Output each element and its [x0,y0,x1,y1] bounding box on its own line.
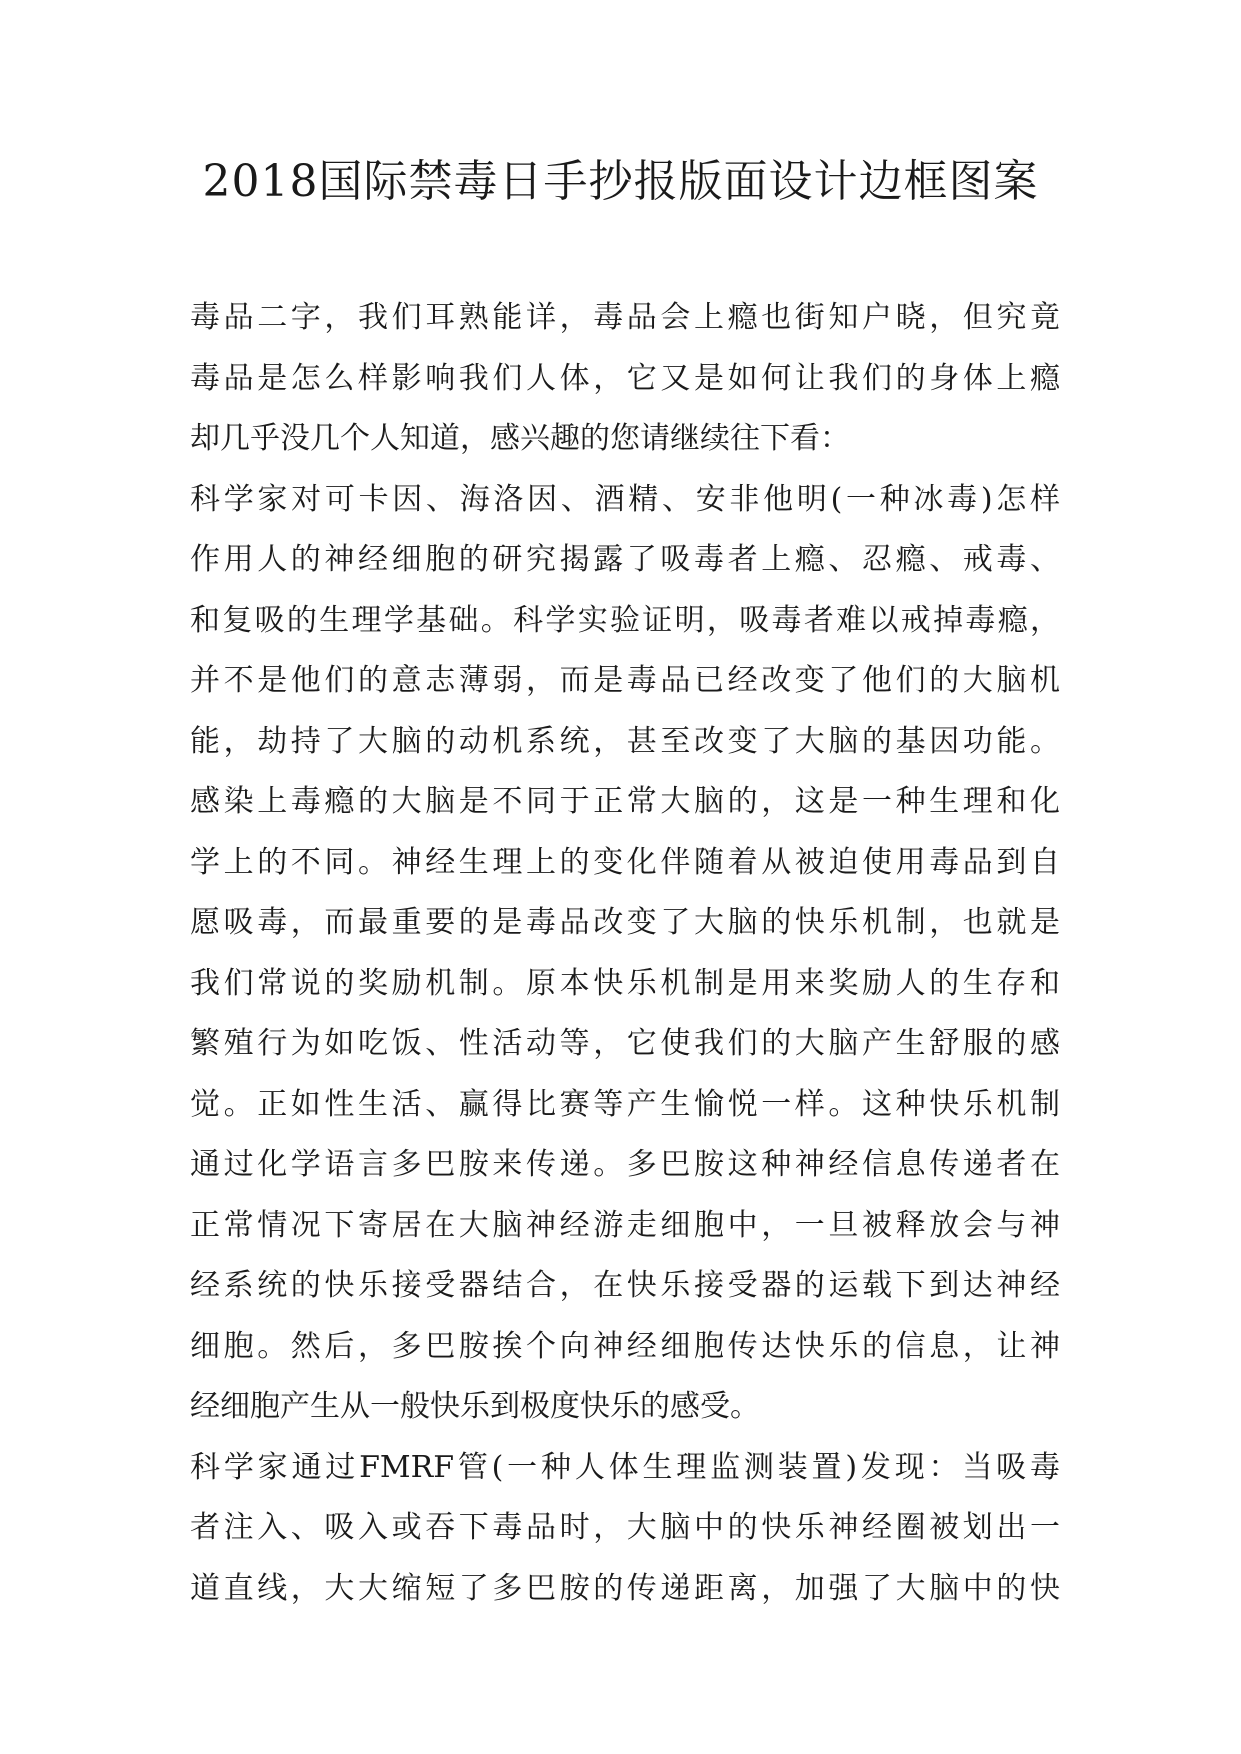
body-line: 和复吸的生理学基础。科学实验证明，吸毒者难以戒掉毒瘾， [190,602,1060,638]
body-line: 正常情况下寄居在大脑神经游走细胞中，一旦被释放会与神 [190,1207,1060,1243]
body-line: 者注入、吸入或吞下毒品时，大脑中的快乐神经圈被划出一 [190,1510,1060,1545]
body-line: 道直线，大大缩短了多巴胺的传递距离，加强了大脑中的快 [190,1570,1060,1606]
body-line: 科学家对可卡因、海洛因、酒精、安非他明(一种冰毒)怎样 [190,481,1060,517]
body-line: 学上的不同。神经生理上的变化伴随着从被迫使用毒品到自 [190,844,1060,880]
body-line: 感染上毒瘾的大脑是不同于正常大脑的，这是一种生理和化 [190,784,1060,819]
body-line: 觉。正如性生活、赢得比赛等产生愉悦一样。这种快乐机制 [190,1086,1060,1122]
body-line: 愿吸毒，而最重要的是毒品改变了大脑的快乐机制，也就是 [190,905,1060,940]
body-line: 我们常说的奖励机制。原本快乐机制是用来奖励人的生存和 [190,965,1060,1001]
body-line: 细胞。然后，多巴胺挨个向神经细胞传达快乐的信息，让神 [190,1328,1060,1364]
body-line: 毒品是怎么样影响我们人体，它又是如何让我们的身体上瘾 [190,360,1060,396]
body-line: 作用人的神经细胞的研究揭露了吸毒者上瘾、忍瘾、戒毒、 [190,542,1060,577]
document-title: 2018国际禁毒日手抄报版面设计边框图案 [202,156,1039,207]
body-line: 并不是他们的意志薄弱，而是毒品已经改变了他们的大脑机 [190,663,1060,698]
body-line: 经细胞产生从一般快乐到极度快乐的感受。 [190,1389,760,1424]
document-body [190,288,1060,1619]
body-line: 却几乎没几个人知道，感兴趣的您请继续往下看： [190,421,850,456]
body-line: 能，劫持了大脑的动机系统，甚至改变了大脑的基因功能。 [190,723,1060,759]
body-line: 毒品二字，我们耳熟能详，毒品会上瘾也街知户晓，但究竟 [190,300,1060,335]
body-line: 繁殖行为如吃饭、性活动等，它使我们的大脑产生舒服的感 [190,1026,1060,1061]
body-line: 经系统的快乐接受器结合，在快乐接受器的运载下到达神经 [190,1268,1060,1303]
body-line: 通过化学语言多巴胺来传递。多巴胺这种神经信息传递者在 [190,1147,1060,1182]
body-line: 科学家通过FMRF管(一种人体生理监测装置)发现：当吸毒 [190,1449,1060,1485]
